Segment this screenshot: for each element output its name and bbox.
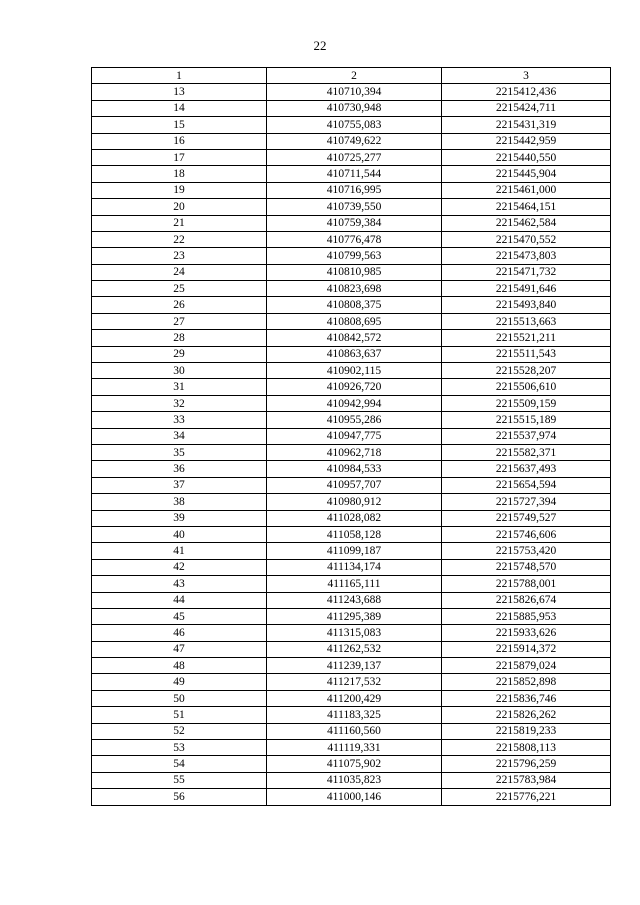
x-coordinate-cell: 410842,572 xyxy=(267,330,442,346)
x-coordinate-cell: 410776,478 xyxy=(267,231,442,247)
point-number-cell: 17 xyxy=(92,149,267,165)
table-row xyxy=(92,608,611,624)
x-coordinate-cell: 410947,775 xyxy=(267,428,442,444)
y-coordinate-cell: 2215440,550 xyxy=(442,149,611,165)
x-coordinate-cell: 411165,111 xyxy=(267,576,442,592)
y-coordinate-cell: 2215528,207 xyxy=(442,363,611,379)
point-number-cell: 46 xyxy=(92,625,267,641)
table-row xyxy=(92,707,611,723)
column-header-3: 3 xyxy=(442,68,611,84)
column-header-1: 1 xyxy=(92,68,267,84)
y-coordinate-cell: 2215727,394 xyxy=(442,494,611,510)
point-number-cell: 24 xyxy=(92,264,267,280)
table-row xyxy=(92,494,611,510)
table-row xyxy=(92,477,611,493)
point-number-cell: 19 xyxy=(92,182,267,198)
table-row xyxy=(92,444,611,460)
column-header-2: 2 xyxy=(267,68,442,84)
x-coordinate-cell: 410799,563 xyxy=(267,248,442,264)
y-coordinate-cell: 2215442,959 xyxy=(442,133,611,149)
point-number-cell: 35 xyxy=(92,444,267,460)
point-number-cell: 25 xyxy=(92,281,267,297)
point-number-cell: 31 xyxy=(92,379,267,395)
table-row xyxy=(92,625,611,641)
table-row xyxy=(92,658,611,674)
table-row xyxy=(92,264,611,280)
point-number-cell: 45 xyxy=(92,608,267,624)
y-coordinate-cell: 2215796,259 xyxy=(442,756,611,772)
table-row xyxy=(92,346,611,362)
y-coordinate-cell: 2215819,233 xyxy=(442,723,611,739)
point-number-cell: 20 xyxy=(92,199,267,215)
x-coordinate-cell: 411099,187 xyxy=(267,543,442,559)
x-coordinate-cell: 410984,533 xyxy=(267,461,442,477)
y-coordinate-cell: 2215464,151 xyxy=(442,199,611,215)
table-row xyxy=(92,182,611,198)
x-coordinate-cell: 411243,688 xyxy=(267,592,442,608)
table-header xyxy=(92,68,611,84)
x-coordinate-cell: 411160,560 xyxy=(267,723,442,739)
table-row xyxy=(92,723,611,739)
y-coordinate-cell: 2215431,319 xyxy=(442,117,611,133)
point-number-cell: 33 xyxy=(92,412,267,428)
x-coordinate-cell: 410926,720 xyxy=(267,379,442,395)
x-coordinate-cell: 411028,082 xyxy=(267,510,442,526)
y-coordinate-cell: 2215506,610 xyxy=(442,379,611,395)
x-coordinate-cell: 411217,532 xyxy=(267,674,442,690)
x-coordinate-cell: 410749,622 xyxy=(267,133,442,149)
table-row xyxy=(92,133,611,149)
point-number-cell: 28 xyxy=(92,330,267,346)
x-coordinate-cell: 410755,083 xyxy=(267,117,442,133)
point-number-cell: 48 xyxy=(92,658,267,674)
table-row xyxy=(92,559,611,575)
point-number-cell: 21 xyxy=(92,215,267,231)
point-number-cell: 27 xyxy=(92,313,267,329)
table-row xyxy=(92,526,611,542)
y-coordinate-cell: 2215412,436 xyxy=(442,84,611,100)
x-coordinate-cell: 410739,550 xyxy=(267,199,442,215)
point-number-cell: 16 xyxy=(92,133,267,149)
y-coordinate-cell: 2215493,840 xyxy=(442,297,611,313)
y-coordinate-cell: 2215582,371 xyxy=(442,444,611,460)
table-row xyxy=(92,379,611,395)
table-row xyxy=(92,543,611,559)
x-coordinate-cell: 410955,286 xyxy=(267,412,442,428)
x-coordinate-cell: 410716,995 xyxy=(267,182,442,198)
table-row xyxy=(92,641,611,657)
point-number-cell: 42 xyxy=(92,559,267,575)
y-coordinate-cell: 2215826,262 xyxy=(442,707,611,723)
y-coordinate-cell: 2215826,674 xyxy=(442,592,611,608)
point-number-cell: 38 xyxy=(92,494,267,510)
table-row xyxy=(92,100,611,116)
table-row xyxy=(92,576,611,592)
y-coordinate-cell: 2215537,974 xyxy=(442,428,611,444)
x-coordinate-cell: 411000,146 xyxy=(267,789,442,805)
point-number-cell: 41 xyxy=(92,543,267,559)
y-coordinate-cell: 2215654,594 xyxy=(442,477,611,493)
x-coordinate-cell: 410808,695 xyxy=(267,313,442,329)
x-coordinate-cell: 410711,544 xyxy=(267,166,442,182)
page-number: 22 xyxy=(313,38,327,53)
point-number-cell: 13 xyxy=(92,84,267,100)
y-coordinate-cell: 2215424,711 xyxy=(442,100,611,116)
table-row xyxy=(92,363,611,379)
table-row xyxy=(92,215,611,231)
point-number-cell: 55 xyxy=(92,772,267,788)
y-coordinate-cell: 2215933,626 xyxy=(442,625,611,641)
x-coordinate-cell: 410710,394 xyxy=(267,84,442,100)
x-coordinate-cell: 411183,325 xyxy=(267,707,442,723)
y-coordinate-cell: 2215836,746 xyxy=(442,690,611,706)
table-row xyxy=(92,395,611,411)
x-coordinate-cell: 410942,994 xyxy=(267,395,442,411)
x-coordinate-cell: 411075,902 xyxy=(267,756,442,772)
table-row xyxy=(92,592,611,608)
point-number-cell: 47 xyxy=(92,641,267,657)
y-coordinate-cell: 2215885,953 xyxy=(442,608,611,624)
x-coordinate-cell: 411262,532 xyxy=(267,641,442,657)
point-number-cell: 34 xyxy=(92,428,267,444)
point-number-cell: 54 xyxy=(92,756,267,772)
point-number-cell: 56 xyxy=(92,789,267,805)
y-coordinate-cell: 2215513,663 xyxy=(442,313,611,329)
y-coordinate-cell: 2215473,803 xyxy=(442,248,611,264)
x-coordinate-cell: 411058,128 xyxy=(267,526,442,542)
point-number-cell: 36 xyxy=(92,461,267,477)
table-row xyxy=(92,789,611,805)
table-row xyxy=(92,166,611,182)
point-number-cell: 50 xyxy=(92,690,267,706)
x-coordinate-cell: 411239,137 xyxy=(267,658,442,674)
point-number-cell: 15 xyxy=(92,117,267,133)
y-coordinate-cell: 2215509,159 xyxy=(442,395,611,411)
y-coordinate-cell: 2215783,984 xyxy=(442,772,611,788)
x-coordinate-cell: 411315,083 xyxy=(267,625,442,641)
y-coordinate-cell: 2215471,732 xyxy=(442,264,611,280)
y-coordinate-cell: 2215511,543 xyxy=(442,346,611,362)
table-row xyxy=(92,428,611,444)
point-number-cell: 30 xyxy=(92,363,267,379)
header-row xyxy=(92,68,611,84)
x-coordinate-cell: 411134,174 xyxy=(267,559,442,575)
table-row xyxy=(92,117,611,133)
y-coordinate-cell: 2215637,493 xyxy=(442,461,611,477)
point-number-cell: 37 xyxy=(92,477,267,493)
y-coordinate-cell: 2215445,904 xyxy=(442,166,611,182)
y-coordinate-cell: 2215521,211 xyxy=(442,330,611,346)
point-number-cell: 39 xyxy=(92,510,267,526)
table-row xyxy=(92,461,611,477)
y-coordinate-cell: 2215461,000 xyxy=(442,182,611,198)
x-coordinate-cell: 410810,985 xyxy=(267,264,442,280)
x-coordinate-cell: 410759,384 xyxy=(267,215,442,231)
point-number-cell: 18 xyxy=(92,166,267,182)
y-coordinate-cell: 2215776,221 xyxy=(442,789,611,805)
x-coordinate-cell: 411119,331 xyxy=(267,740,442,756)
point-number-cell: 26 xyxy=(92,297,267,313)
y-coordinate-cell: 2215914,372 xyxy=(442,641,611,657)
y-coordinate-cell: 2215852,898 xyxy=(442,674,611,690)
coordinates-table xyxy=(91,67,611,806)
point-number-cell: 32 xyxy=(92,395,267,411)
x-coordinate-cell: 410730,948 xyxy=(267,100,442,116)
point-number-cell: 49 xyxy=(92,674,267,690)
x-coordinate-cell: 410962,718 xyxy=(267,444,442,460)
x-coordinate-cell: 410980,912 xyxy=(267,494,442,510)
table-row xyxy=(92,740,611,756)
y-coordinate-cell: 2215749,527 xyxy=(442,510,611,526)
table-row xyxy=(92,84,611,100)
point-number-cell: 14 xyxy=(92,100,267,116)
table-row xyxy=(92,674,611,690)
point-number-cell: 22 xyxy=(92,231,267,247)
table-row xyxy=(92,412,611,428)
table-row xyxy=(92,330,611,346)
point-number-cell: 29 xyxy=(92,346,267,362)
x-coordinate-cell: 410863,637 xyxy=(267,346,442,362)
table-row xyxy=(92,149,611,165)
x-coordinate-cell: 411295,389 xyxy=(267,608,442,624)
y-coordinate-cell: 2215753,420 xyxy=(442,543,611,559)
table-row xyxy=(92,297,611,313)
y-coordinate-cell: 2215515,189 xyxy=(442,412,611,428)
table-row xyxy=(92,756,611,772)
table-row xyxy=(92,199,611,215)
point-number-cell: 52 xyxy=(92,723,267,739)
y-coordinate-cell: 2215808,113 xyxy=(442,740,611,756)
point-number-cell: 44 xyxy=(92,592,267,608)
y-coordinate-cell: 2215491,646 xyxy=(442,281,611,297)
x-coordinate-cell: 410957,707 xyxy=(267,477,442,493)
y-coordinate-cell: 2215462,584 xyxy=(442,215,611,231)
x-coordinate-cell: 410808,375 xyxy=(267,297,442,313)
x-coordinate-cell: 410823,698 xyxy=(267,281,442,297)
table-row xyxy=(92,690,611,706)
point-number-cell: 51 xyxy=(92,707,267,723)
table-row xyxy=(92,248,611,264)
table-row xyxy=(92,313,611,329)
point-number-cell: 23 xyxy=(92,248,267,264)
y-coordinate-cell: 2215788,001 xyxy=(442,576,611,592)
x-coordinate-cell: 411200,429 xyxy=(267,690,442,706)
y-coordinate-cell: 2215879,024 xyxy=(442,658,611,674)
table-row xyxy=(92,510,611,526)
point-number-cell: 40 xyxy=(92,526,267,542)
y-coordinate-cell: 2215746,606 xyxy=(442,526,611,542)
x-coordinate-cell: 411035,823 xyxy=(267,772,442,788)
point-number-cell: 53 xyxy=(92,740,267,756)
x-coordinate-cell: 410902,115 xyxy=(267,363,442,379)
x-coordinate-cell: 410725,277 xyxy=(267,149,442,165)
point-number-cell: 43 xyxy=(92,576,267,592)
table-row xyxy=(92,281,611,297)
table-body xyxy=(92,84,611,805)
y-coordinate-cell: 2215470,552 xyxy=(442,231,611,247)
table-row xyxy=(92,772,611,788)
y-coordinate-cell: 2215748,570 xyxy=(442,559,611,575)
table-row xyxy=(92,231,611,247)
